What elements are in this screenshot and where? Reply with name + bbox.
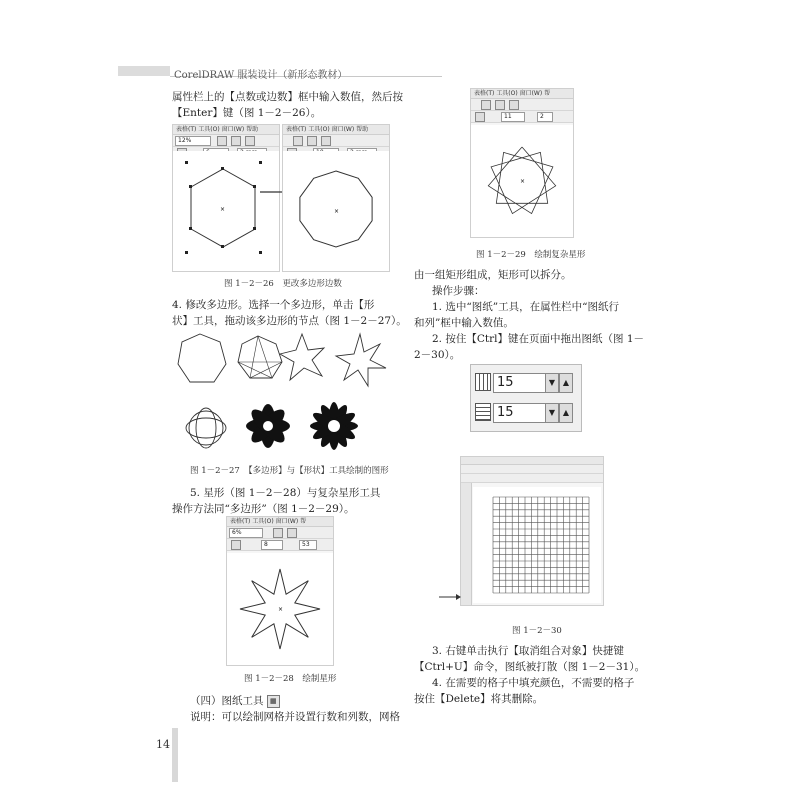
right-para-5-line-2: 【Ctrl+U】命令，图纸被打散（图 1－2－31）。: [414, 661, 646, 673]
fig27-shapes: [172, 330, 392, 460]
right-para-4-line-1: 2. 按住【Ctrl】键在页面中拖出图纸（图 1－: [432, 333, 645, 345]
para-1-line-2: 【Enter】键（图 1－2－26）。: [172, 107, 322, 119]
fig30-caption: 图 1－2－30: [512, 626, 562, 636]
fig28-caption: 图 1－2－28 绘制星形: [244, 674, 337, 684]
toolbar: [227, 527, 333, 539]
fig26-caption: 图 1－2－26 更改多边形边数: [224, 279, 342, 289]
svg-text:×: ×: [278, 606, 284, 613]
zoom-field[interactable]: 6%: [229, 528, 263, 538]
para-4-line-1: 说明：可以绘制网格并设置行数和列数，网格: [190, 711, 400, 723]
svg-text:×: ×: [334, 208, 340, 215]
fig26-screenshot-before: [172, 124, 280, 272]
decagon-canvas: [283, 151, 389, 271]
graph-paper-canvas: [473, 487, 601, 603]
page-number: 14: [156, 738, 170, 751]
complex-star-icon[interactable]: [475, 112, 485, 122]
menu-bar: 表格(T) 工具(O) 窗口(W) 帮: [471, 89, 573, 99]
right-para-2: 操作步骤：: [432, 285, 485, 297]
property-bar: [471, 111, 573, 123]
tool-icon[interactable]: [273, 528, 283, 538]
para-2-line-1: 4. 修改多边形。选择一个多边形，单击【形: [172, 299, 375, 311]
book-title: CorelDRAW 服装设计（新形态教材）: [174, 70, 348, 81]
fig30-screenshot: [460, 456, 604, 606]
columns-input[interactable]: 15: [493, 373, 546, 393]
increment-icon[interactable]: ▲: [559, 403, 573, 423]
zoom-field[interactable]: 12%: [175, 136, 211, 146]
menu-bar: 表格(T) 工具(O) 窗口(W) 帮助: [173, 125, 279, 135]
line-width-field[interactable]: 2 mm: [347, 148, 377, 158]
tool-icon[interactable]: [287, 528, 297, 538]
toolbox: [461, 483, 472, 605]
para-3-line-1: 5. 星形（图 1－2－28）与复杂星形工具: [190, 487, 381, 499]
page-margin-bar: [172, 728, 178, 782]
toolbar: [471, 99, 573, 111]
fig29-screenshot: [470, 88, 574, 238]
right-para-6-line-2: 按住【Delete】将其删除。: [414, 693, 544, 705]
rows-input[interactable]: 15: [493, 403, 546, 423]
sides-field[interactable]: 6: [203, 148, 229, 158]
graph-paper-tool-icon: ▦: [267, 695, 280, 708]
increment-icon[interactable]: ▲: [559, 373, 573, 393]
right-para-1: 由一组矩形组成，矩形可以拆分。: [414, 269, 572, 281]
points-field[interactable]: 11: [501, 112, 525, 122]
property-bar: [461, 474, 603, 483]
star-canvas: [227, 553, 333, 665]
tool-icon[interactable]: [307, 136, 317, 146]
points-field[interactable]: 8: [261, 540, 283, 550]
menu-bar: 表格(T) 工具(O) 窗口(W) 帮助: [283, 125, 389, 135]
para-1-line-1: 属性栏上的【点数或边数】框中输入数值，然后按: [172, 91, 403, 103]
section-4-text: （四）图纸工具: [190, 695, 264, 707]
rows-columns-spinner-panel: [470, 364, 582, 432]
header-bar: [118, 66, 170, 76]
menu-bar: 表格(T) 工具(O) 窗口(W) 帮: [227, 517, 333, 527]
columns-icon: [475, 373, 491, 391]
right-para-5-line-1: 3. 右键单击执行【取消组合对象】快捷键: [432, 645, 624, 657]
decrement-icon[interactable]: ▼: [545, 403, 559, 423]
tool-icon[interactable]: [293, 136, 303, 146]
fig29-caption: 图 1－2－29 绘制复杂星形: [476, 250, 586, 260]
hexagon-canvas: [173, 151, 279, 271]
decrement-icon[interactable]: ▼: [545, 373, 559, 393]
tool-icon[interactable]: [321, 136, 331, 146]
tool-icon[interactable]: [481, 100, 491, 110]
right-para-4-line-2: 2－30）。: [414, 349, 461, 361]
tool-icon[interactable]: [217, 136, 227, 146]
property-bar: [227, 539, 333, 551]
sides-field[interactable]: 10: [313, 148, 339, 158]
right-para-3-line-1: 1. 选中“图纸”工具，在属性栏中“图纸行: [432, 301, 619, 313]
tool-icon[interactable]: [231, 136, 241, 146]
tool-icon[interactable]: [245, 136, 255, 146]
arrow-icon: [438, 592, 462, 602]
toolbar: [283, 135, 389, 147]
fig27-caption: 图 1－2－27 【多边形】与【形状】工具绘制的图形: [190, 466, 389, 476]
para-2-line-2: 状】工具，拖动该多边形的节点（图 1－2－27）。: [172, 315, 407, 327]
rows-icon: [475, 403, 491, 421]
tool-icon[interactable]: [495, 100, 505, 110]
sharpness-field[interactable]: 53: [299, 540, 317, 550]
toolbar: [173, 135, 279, 147]
para-3-line-2: 操作方法同“多边形”（图 1－2－29）。: [172, 503, 355, 515]
star-icon[interactable]: [231, 540, 241, 550]
right-para-3-line-2: 和列”框中输入数值。: [414, 317, 514, 329]
svg-text:×: ×: [220, 206, 226, 213]
toolbar: [461, 465, 603, 474]
tool-icon[interactable]: [509, 100, 519, 110]
menu-bar: [461, 457, 603, 465]
sharpness-field[interactable]: 2: [537, 112, 553, 122]
fig26-screenshot-after: [282, 124, 390, 272]
fig28-screenshot: [226, 516, 334, 666]
complex-star-canvas: [471, 125, 573, 237]
line-width-field[interactable]: 2 mm: [237, 148, 267, 158]
right-para-6-line-1: 4. 在需要的格子中填充颜色，不需要的格子: [432, 677, 635, 689]
svg-text:×: ×: [520, 178, 526, 185]
